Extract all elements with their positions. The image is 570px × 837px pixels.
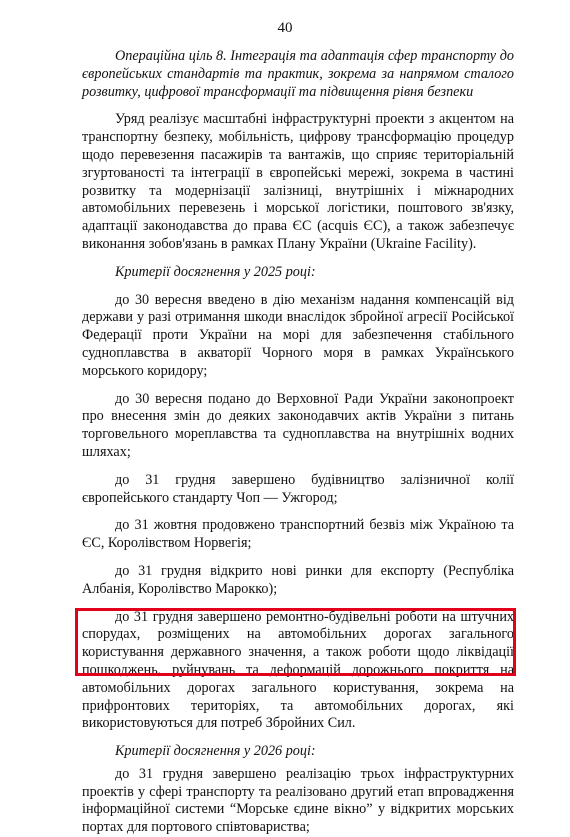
page-number: 40 — [277, 20, 293, 36]
criterion-2025-item: до 31 грудня завершено ремонтно-будівельні роботи на штучних спорудах, розміщених на автомобільних дорогах загального користування державного значення, а також роботи щодо ліквідації пошкоджень, руйнувань та деформацій дорожнього покриття на автомобільних дорогах загального користування, зокрема на прифронтових територіях, та автомобільних дорогах, які використовуються для потреб Збройних Сил. — [82, 608, 514, 732]
criteria-2026-heading: Критерії досягнення у 2026 році: — [115, 743, 316, 760]
criterion-2025-item: до 31 грудня відкрито нові ринки для експорту (Республіка Албанія, Королівство Марокко); — [82, 562, 514, 597]
criteria-2025-heading: Критерії досягнення у 2025 році: — [115, 263, 316, 280]
criterion-2025-item: до 31 жовтня продовжено транспортний безвіз між Україною та ЄС, Королівством Норвегія; — [82, 517, 514, 552]
criterion-2025-item: до 31 грудня завершено будівництво залізничної колії європейського стандарту Чоп — Ужгород; — [82, 471, 514, 506]
criterion-2025-item: до 30 вересня введено в дію механізм надання компенсацій від держави у разі отримання шкоди внаслідок збройної агресії Російської Федерації проти України на морі для забезпечення стабільного судноплавства в акваторії Чорного моря в рамках Українського морського коридору; — [82, 291, 514, 379]
objective-heading: Операційна ціль 8. Інтеграція та адаптація сфер транспорту до європейських стандартів та практик, зокрема за напрямом сталого розвитку, цифрової трансформації та підвищення рівня безпеки — [82, 48, 514, 100]
document-body — [82, 48, 514, 837]
criterion-2026-item: до 31 грудня завершено реалізацію трьох інфраструктурних проектів у сфері транспорту та реалізовано другий етап впровадження інформаційної системи “Морське єдине вікно” у відкритих морських портах для портового співтовариства; — [82, 765, 514, 836]
intro-paragraph: Уряд реалізує масштабні інфраструктурні проекти з акцентом на транспортну безпеку, мобільність, цифрову трансформацію процедур щодо перевезення пасажирів та вантажів, що сприяє територіальній згуртованості та інтеграції в європейські мережі, зокрема в частині розвитку та модернізації залізниці, внутрішніх і міжнародних автомобільних перевезень і морської логістики, поштового зв'язку, адаптації законодавства до права ЄС (acquis ЄС), а також забезпечує виконання зобов'язань в рамках Плану України (Ukraine Facility). — [82, 111, 514, 252]
highlight-box — [75, 608, 516, 676]
criterion-2025-item: до 30 вересня подано до Верховної Ради України законопроект про внесення змін до деяких законодавчих актів України з питань торговельного мореплавства та судноплавства на внутрішніх водних шляхах; — [82, 390, 514, 460]
